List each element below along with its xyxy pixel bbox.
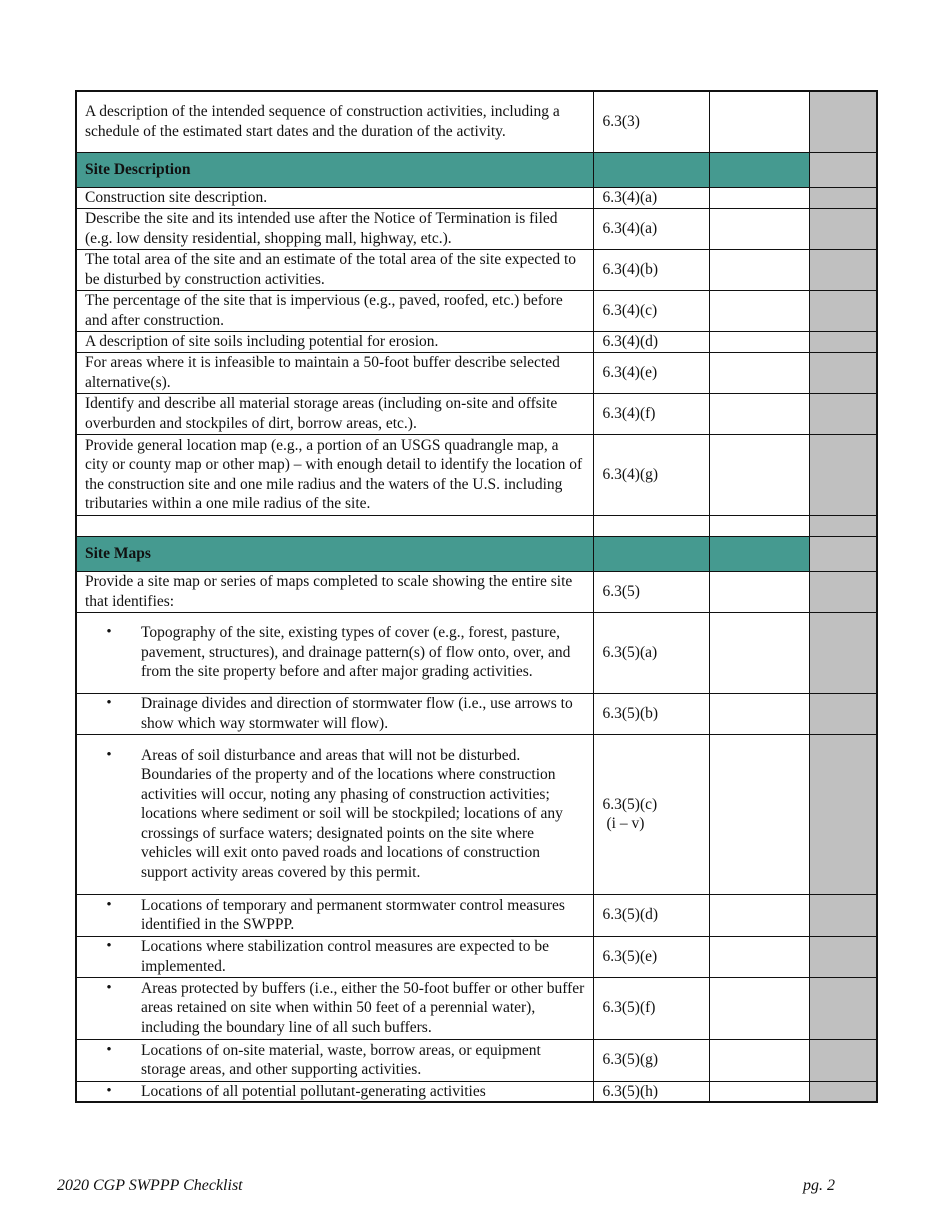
- checklist-item-row: [76, 393, 877, 434]
- bullet-icon: •: [106, 938, 112, 954]
- grey-cell: [809, 894, 877, 936]
- section-header-row: [76, 536, 877, 571]
- item-description-cell: [76, 612, 593, 693]
- bullet-icon: •: [106, 1041, 112, 1058]
- item-description-cell: [76, 977, 593, 1039]
- permit-reference: 6.3(4)(a): [602, 219, 658, 237]
- item-description: Locations of temporary and permanent stormwater control measures identified in the SWPPP.: [141, 896, 565, 933]
- grey-cell: [809, 290, 877, 331]
- bullet-item-row: [76, 612, 877, 693]
- status-cell: [709, 1039, 809, 1081]
- grey-cell: [809, 977, 877, 1039]
- checklist-item-row: [76, 187, 877, 208]
- grey-cell: [809, 249, 877, 290]
- section-grey-cell: [809, 152, 877, 187]
- permit-reference-cell: [593, 91, 709, 152]
- permit-reference-cell: [593, 571, 709, 612]
- item-description: Topography of the site, existing types of cover (e.g., forest, pasture, pavement, structures), and drainage pattern(s) of flow onto, over, and from the site property before and after major grading activities.: [141, 624, 571, 681]
- blank-cell: [76, 515, 593, 536]
- item-description-cell: [76, 693, 593, 734]
- item-description: Areas of soil disturbance and areas that will not be disturbed. Boundaries of the property and of the locations where construction activities will occur, noting any phasing of construction activities; locations where sediment or soil will be stockpiled; locations of any crossings of surface waters; designated points on the site where vehicles will exit onto paved roads and locations of construction support activity areas covered by this permit.: [141, 746, 563, 881]
- permit-reference-cell: [593, 612, 709, 693]
- checklist-item-row: [76, 331, 877, 352]
- item-description: Locations of all potential pollutant-generating activities: [141, 1082, 486, 1100]
- permit-reference: 6.3(5)(c): [602, 795, 658, 813]
- status-cell: [709, 91, 809, 152]
- bullet-icon: •: [106, 624, 112, 641]
- permit-reference-cell: [593, 1081, 709, 1102]
- status-cell: [709, 693, 809, 734]
- status-cell: [709, 936, 809, 977]
- permit-reference-cell: [593, 1039, 709, 1081]
- checklist-item-row: [76, 290, 877, 331]
- grey-cell: [809, 434, 877, 515]
- permit-reference: 6.3(4)(a): [602, 188, 658, 206]
- grey-cell: [809, 734, 877, 894]
- item-description: Locations of on-site material, waste, borrow areas, or equipment storage areas, and other supporting activities.: [141, 1041, 541, 1078]
- grey-cell: [809, 1081, 877, 1102]
- permit-reference-cell: [593, 734, 709, 894]
- grey-cell: [809, 571, 877, 612]
- grey-cell: [809, 208, 877, 249]
- section-status-cell: [709, 536, 809, 571]
- checklist-table: [75, 90, 878, 1103]
- item-description: A description of site soils including potential for erosion.: [76, 331, 593, 352]
- permit-reference: 6.3(4)(g): [602, 465, 659, 483]
- bullet-item-row: [76, 936, 877, 977]
- bullet-item-row: [76, 1081, 877, 1102]
- status-cell: [709, 331, 809, 352]
- permit-reference-cell: [593, 187, 709, 208]
- bullet-icon: •: [106, 1082, 112, 1099]
- status-cell: [709, 187, 809, 208]
- status-cell: [709, 393, 809, 434]
- item-description: Drainage divides and direction of stormwater flow (i.e., use arrows to show which way stormwater will flow).: [141, 695, 573, 732]
- permit-reference: 6.3(5)(b): [602, 704, 659, 722]
- grey-cell: [809, 187, 877, 208]
- permit-reference: 6.3(4)(f): [602, 404, 656, 422]
- permit-reference: 6.3(4)(e): [602, 363, 658, 381]
- item-description-cell: [76, 1081, 593, 1102]
- permit-reference-cell: [593, 290, 709, 331]
- item-description-cell: [76, 1039, 593, 1081]
- checklist-item-row: [76, 434, 877, 515]
- checklist-item-row: [76, 352, 877, 393]
- blank-cell: [709, 515, 809, 536]
- item-description: For areas where it is infeasible to maintain a 50-foot buffer describe selected alternative(s).: [76, 352, 593, 393]
- permit-reference: 6.3(3): [602, 113, 640, 130]
- item-description: Describe the site and its intended use after the Notice of Termination is filed (e.g. low density residential, shopping mall, highway, etc.).: [76, 208, 593, 249]
- item-description: Identify and describe all material storage areas (including on-site and offsite overburden and stockpiles of dirt, borrow areas, etc.).: [76, 393, 593, 434]
- permit-reference: 6.3(5)(e): [602, 947, 658, 965]
- item-description: Provide general location map (e.g., a portion of an USGS quadrangle map, a city or county map or other map) – with enough detail to identify the location of the construction site and one mile radius and the waters of the U.S. including tributaries within a one mile radius of the site.: [76, 434, 593, 515]
- status-cell: [709, 571, 809, 612]
- page-number: pg. 2: [803, 1177, 835, 1194]
- bullet-item-row: [76, 894, 877, 936]
- status-cell: [709, 434, 809, 515]
- permit-reference: 6.3(5)(h): [602, 1082, 659, 1100]
- bullet-item-row: [76, 1039, 877, 1081]
- status-cell: [709, 290, 809, 331]
- status-cell: [709, 1081, 809, 1102]
- status-cell: [709, 977, 809, 1039]
- status-cell: [709, 612, 809, 693]
- item-description-cell: [76, 734, 593, 894]
- grey-cell: [809, 331, 877, 352]
- item-description: The total area of the site and an estimate of the total area of the site expected to be disturbed by construction activities.: [76, 249, 593, 290]
- permit-reference-cell: [593, 331, 709, 352]
- permit-reference: 6.3(5)(g): [602, 1051, 659, 1069]
- grey-cell: [809, 936, 877, 977]
- section-header-row: [76, 152, 877, 187]
- permit-reference-subrange: (i – v): [606, 815, 645, 832]
- grey-cell: [809, 393, 877, 434]
- permit-reference-cell: [593, 936, 709, 977]
- grey-cell: [809, 612, 877, 693]
- permit-reference: 6.3(5)(d): [602, 906, 659, 924]
- bullet-icon: •: [106, 896, 112, 913]
- permit-reference-cell: [593, 693, 709, 734]
- status-cell: [709, 894, 809, 936]
- item-description-cell: [76, 894, 593, 936]
- permit-reference: 6.3(4)(c): [602, 301, 658, 319]
- permit-reference: 6.3(4)(d): [602, 332, 659, 350]
- item-description: Locations where stabilization control measures are expected to be implemented.: [141, 938, 550, 975]
- grey-cell: [809, 91, 877, 152]
- permit-reference-cell: [593, 249, 709, 290]
- bullet-icon: •: [106, 746, 112, 763]
- permit-reference-cell: [593, 977, 709, 1039]
- permit-reference: 6.3(5)(a): [602, 643, 658, 661]
- status-cell: [709, 208, 809, 249]
- bullet-item-row: [76, 977, 877, 1039]
- item-description: Construction site description.: [76, 187, 593, 208]
- grey-cell: [809, 693, 877, 734]
- blank-cell: [593, 515, 709, 536]
- item-description: Areas protected by buffers (i.e., either the 50-foot buffer or other buffer areas retained on site when within 50 feet of a perennial water), including the boundary line of all such buffers.: [141, 979, 585, 1036]
- status-cell: [709, 352, 809, 393]
- bullet-item-row: [76, 734, 877, 894]
- footer-title: 2020 CGP SWPPP Checklist: [57, 1177, 243, 1194]
- status-cell: [709, 734, 809, 894]
- checklist-item-row: [76, 91, 877, 152]
- blank-row: [76, 515, 877, 536]
- item-description: A description of the intended sequence of construction activities, including a schedule of the estimated start dates and the duration of the activity.: [76, 91, 593, 152]
- section-title: Site Maps: [76, 536, 593, 571]
- section-ref-cell: [593, 536, 709, 571]
- item-description-cell: [76, 936, 593, 977]
- status-cell: [709, 249, 809, 290]
- permit-reference-cell: [593, 393, 709, 434]
- item-description: The percentage of the site that is impervious (e.g., paved, roofed, etc.) before and after construction.: [76, 290, 593, 331]
- permit-reference-cell: [593, 352, 709, 393]
- grey-cell: [809, 1039, 877, 1081]
- item-description: Provide a site map or series of maps completed to scale showing the entire site that identifies:: [76, 571, 593, 612]
- permit-reference: 6.3(4)(b): [602, 260, 659, 278]
- bullet-item-row: [76, 693, 877, 734]
- permit-reference-cell: [593, 208, 709, 249]
- grey-cell: [809, 515, 877, 536]
- checklist-item-row: [76, 249, 877, 290]
- permit-reference-cell: [593, 434, 709, 515]
- permit-reference-cell: [593, 894, 709, 936]
- grey-cell: [809, 352, 877, 393]
- checklist-item-row: [76, 571, 877, 612]
- checklist-item-row: [76, 208, 877, 249]
- bullet-icon: •: [106, 695, 112, 711]
- bullet-icon: •: [106, 979, 112, 996]
- section-grey-cell: [809, 536, 877, 571]
- permit-reference: 6.3(5): [602, 582, 640, 600]
- section-title: Site Description: [76, 152, 593, 187]
- section-status-cell: [709, 152, 809, 187]
- permit-reference: 6.3(5)(f): [602, 999, 656, 1017]
- section-ref-cell: [593, 152, 709, 187]
